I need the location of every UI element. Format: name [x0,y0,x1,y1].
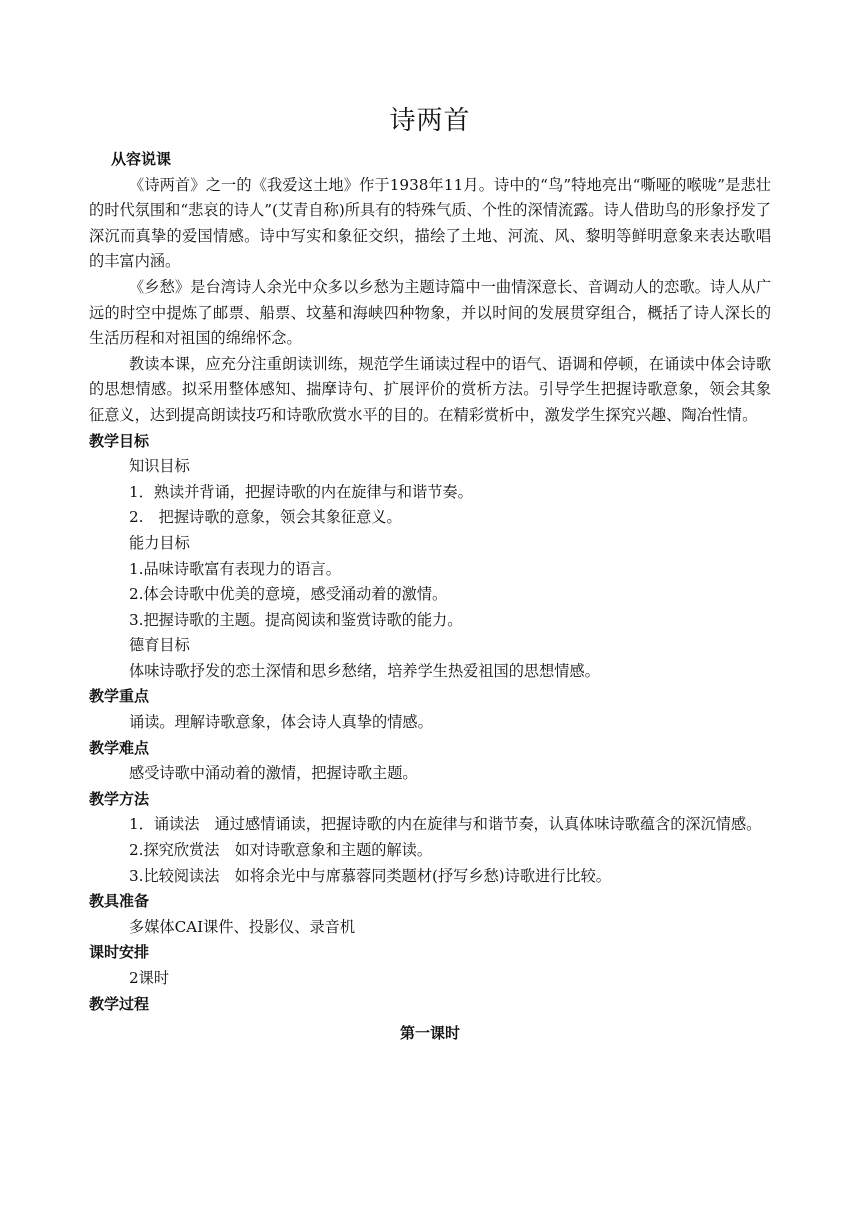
intro-paragraph-2: 《乡愁》是台湾诗人余光中众多以乡愁为主题诗篇中一曲情深意长、音调动人的恋歌。诗人从广远的时空中提炼了邮票、船票、坟墓和海峡四种物象，并以时间的发展贯穿组合，概括了诗人深长的生活历程和对祖国的绵绵怀念。 [89,277,771,348]
tools-text: 多媒体CAI课件、投影仪、录音机 [129,917,356,936]
intro-heading: 从容说课 [111,150,172,168]
knowledge-goals-label: 知识目标 [129,457,190,476]
difficulties-text: 感受诗歌中涌动着的激情，把握诗歌主题。 [129,764,418,783]
method-item: 3.比较阅读法 如将余光中与席慕蓉同类题材(抒写乡愁)诗歌进行比较。 [129,866,611,885]
methods-heading: 教学方法 [89,789,150,808]
document-title: 诗两首 [389,106,471,136]
ability-goal-item: 2.体会诗歌中优美的意境，感受涌动着的激情。 [129,585,448,604]
moral-goals-label: 德育目标 [129,636,190,655]
method-item: 1．诵读法 通过感情诵读，把握诗歌的内在旋律与和谐节奏，认真体味诗歌蕴含的深沉情感。 [129,815,762,834]
goals-heading: 教学目标 [89,431,150,450]
lesson-title: 第一课时 [399,1024,460,1043]
schedule-heading: 课时安排 [89,943,150,962]
moral-goal-text: 体味诗歌抒发的恋土深情和思乡愁绪，培养学生热爱祖国的思想情感。 [129,661,600,680]
process-heading: 教学过程 [89,994,150,1013]
method-item: 2.探究欣赏法 如对诗歌意象和主题的解读。 [129,841,433,860]
knowledge-goal-item: 2. 把握诗歌的意象，领会其象征意义。 [129,508,402,527]
ability-goal-item: 3.把握诗歌的主题。提高阅读和鉴赏诗歌的能力。 [129,610,463,629]
tools-heading: 教具准备 [89,892,150,911]
schedule-text: 2课时 [129,969,170,987]
ability-goal-item: 1.品味诗歌富有表现力的语言。 [129,559,341,578]
difficulties-heading: 教学难点 [89,738,150,757]
knowledge-goal-item: 1．熟读并背诵，把握诗歌的内在旋律与和谐节奏。 [129,482,473,501]
intro-paragraph-1: 《诗两首》之一的《我爱这土地》作于1938年11月。诗中的“鸟”特地亮出“嘶哑的喉咙”是悲壮的时代氛围和“悲哀的诗人”(艾青自称)所具有的特殊气质、个性的深情流露。诗人借助鸟的形象抒发了深沉而真挚的爱国情感。诗中写实和象征交织，描绘了土地、河流、风、黎明等鲜明意象来表达歌唱的丰富内涵。 [89,175,771,271]
key-points-text: 诵读。理解诗歌意象，体会诗人真挚的情感。 [129,713,433,732]
document-body [89,147,771,1047]
intro-paragraph-3: 教读本课，应充分注重朗读训练，规范学生诵读过程中的语气、语调和停顿，在诵读中体会诗歌的思想情感。拟采用整体感知、揣摩诗句、扩展评价的赏析方法。引导学生把握诗歌意象，领会其象征意义，达到提高朗读技巧和诗歌欣赏水平的目的。在精彩赏析中，激发学生探究兴趣、陶冶性情。 [89,354,771,424]
key-points-heading: 教学重点 [89,687,150,706]
ability-goals-label: 能力目标 [129,533,190,552]
